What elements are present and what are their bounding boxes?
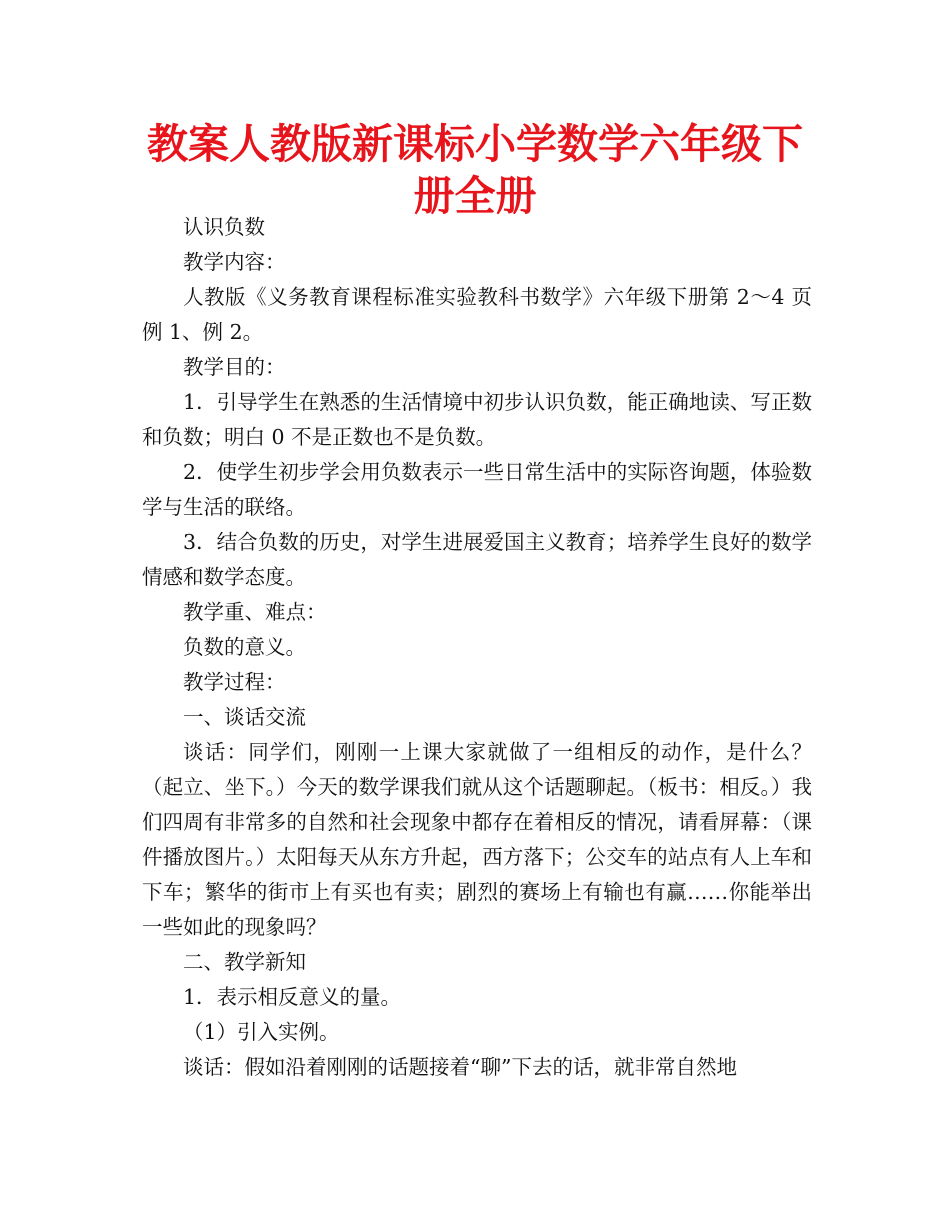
paragraph-step-1-heading: 一、谈话交流 (183, 705, 306, 729)
paragraph-subsection-1: 1．表示相反意义的量。 (183, 985, 402, 1009)
paragraph-subsection-1-1: （1）引入实例。 (183, 1020, 340, 1044)
paragraph-content-label: 教学内容： (183, 250, 286, 274)
paragraph-section-heading: 认识负数 (183, 215, 265, 239)
paragraph-goal-2: 2．使学生初步学会用负数表示一些日常生活中的实际咨询题，体验数学与生活的联络。 (142, 460, 812, 519)
paragraph-goals-label: 教学目的： (183, 355, 286, 379)
paragraph-talk-text: 谈话：假如沿着刚刚的话题接着“聊”下去的话，就非常自然地 (183, 1055, 737, 1079)
paragraph-process-label: 教学过程： (183, 670, 286, 694)
paragraph-step-2-heading: 二、教学新知 (183, 950, 306, 974)
document-title: 教案人教版新课标小学数学六年级下册全册 (147, 120, 803, 220)
paragraph-key-points-text: 负数的意义。 (183, 635, 306, 659)
paragraph-key-points-label: 教学重、难点： (183, 600, 327, 624)
paragraph-step-1-text: 谈话：同学们，刚刚一上课大家就做了一组相反的动作，是什么？（起立、坐下。）今天的数学课我们就从这个话题聊起。（板书：相反。）我们四周有非常多的自然和社会现象中都存在着相反的情况，请看屏幕：（课件播放图片。）太阳每天从东方升起，西方落下；公交车的站点有人上车和下车；繁华的街市上有买也有卖；剧烈的赛场上有输也有赢……你能举出一些如此的现象吗？ (142, 740, 812, 939)
paragraph-goal-3: 3．结合负数的历史，对学生进展爱国主义教育；培养学生良好的数学情感和数学态度。 (142, 530, 812, 589)
paragraph-goal-1: 1．引导学生在熟悉的生活情境中初步认识负数，能正确地读、写正数和负数；明白 0 不是正数也不是负数。 (142, 390, 812, 449)
document-body (142, 210, 812, 1085)
paragraph-content-text: 人教版《义务教育课程标准实验教科书数学》六年级下册第 2～4 页例 1、例 2。 (142, 285, 812, 344)
